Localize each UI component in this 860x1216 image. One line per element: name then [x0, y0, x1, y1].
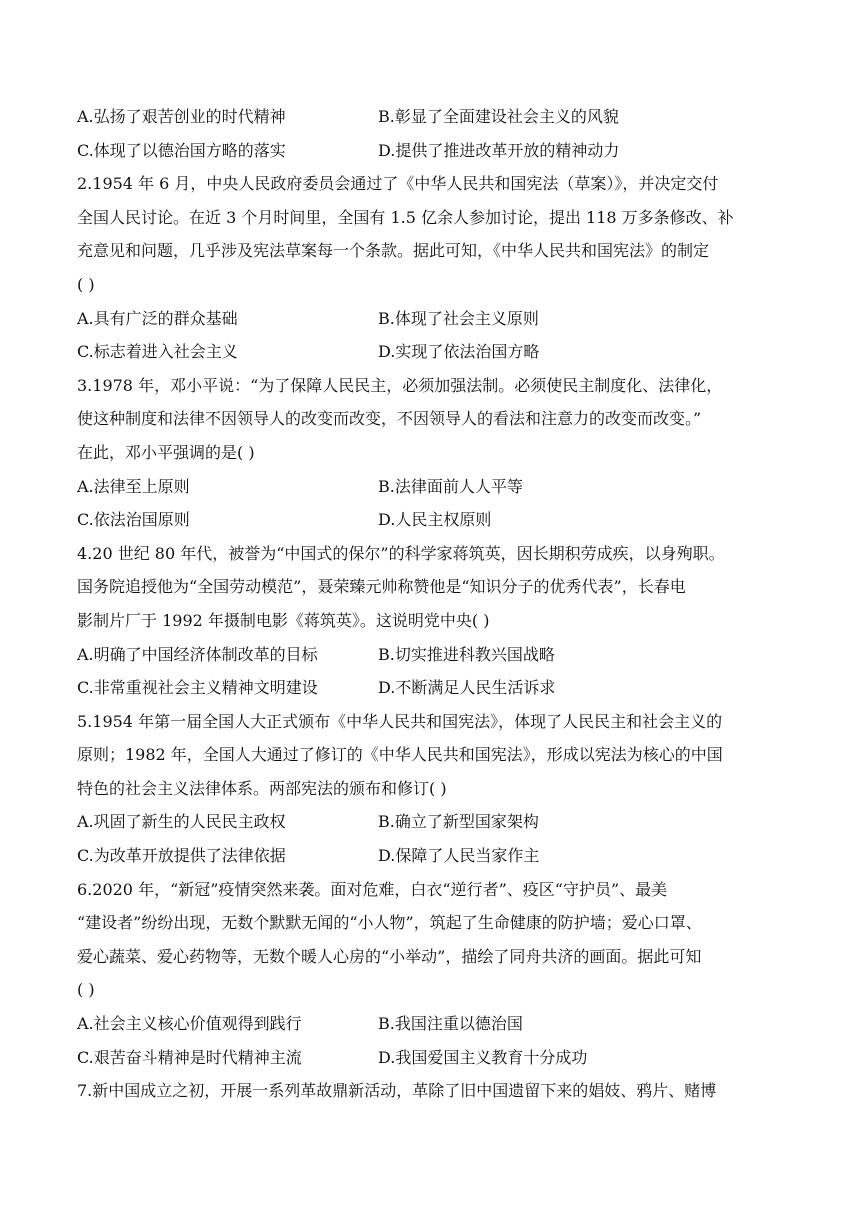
question-3-line: 使这种制度和法律不因领导人的改变而改变，不因领导人的看法和注意力的改变而改变。” — [77, 409, 702, 429]
question-5-line: 5.1954 年第一届全国人大正式颁布《中华人民共和国宪法》，体现了人民民主和社会主义的 — [77, 711, 723, 731]
q1-option-a: A.弘扬了艰苦创业的时代精神 — [77, 107, 286, 126]
question-4-line: 4.20 世纪 80 年代，被誉为“中国式的保尔”的科学家蒋筑英，因长期积劳成疾，以身殉职。 — [77, 543, 725, 563]
question-3-line: 在此，邓小平强调的是( ) — [77, 442, 255, 462]
question-4-line: 影制片厂于 1992 年摄制电影《蒋筑英》。这说明党中央( ) — [77, 610, 490, 630]
question-7-line: 7.新中国成立之初，开展一系列革故鼎新活动，革除了旧中国遗留下来的娼妓、鸦片、赌博 — [77, 1081, 717, 1101]
question-5-line: 特色的社会主义法律体系。两部宪法的颁布和修订( ) — [77, 778, 447, 798]
q2-option-b: B.体现了社会主义原则 — [378, 308, 539, 328]
question-4 — [77, 537, 787, 705]
question-5-line: 原则；1982 年，全国人大通过了修订的《中华人民共和国宪法》，形成以宪法为核心的中国 — [77, 745, 723, 765]
q2-option-d: D.实现了依法治国方略 — [378, 342, 540, 362]
q3-options-row-cd — [77, 503, 787, 537]
question-6-line: 爱心蔬菜、爱心药物等，无数个暖人心房的“小举动”，描绘了同舟共济的画面。据此可知 — [77, 946, 702, 966]
question-6 — [77, 873, 787, 1075]
q3-option-a: A.法律至上原则 — [77, 476, 190, 496]
q5-option-a: A.巩固了新生的人民民主政权 — [77, 812, 286, 832]
q4-options-row-cd — [77, 671, 787, 705]
q4-option-a: A.明确了中国经济体制改革的目标 — [77, 644, 318, 664]
q6-option-d: D.我国爱国主义教育十分成功 — [378, 1047, 588, 1067]
q5-option-b: B.确立了新型国家架构 — [378, 812, 539, 832]
q1-option-c: C.体现了以德治国方略的落实 — [77, 140, 286, 160]
q3-option-d: D.人民主权原则 — [378, 510, 492, 530]
q2-options-row-cd — [77, 335, 787, 369]
q6-options-row-ab — [77, 1007, 787, 1041]
question-3 — [77, 369, 787, 537]
q3-option-b: B.法律面前人人平等 — [378, 476, 523, 496]
q1-option-d: D.提供了推进改革开放的精神动力 — [378, 140, 620, 160]
q1-options-row-ab — [77, 100, 787, 134]
q5-option-c: C.为改革开放提供了法律依据 — [77, 846, 286, 866]
q5-options-row-ab — [77, 805, 787, 839]
q5-options-row-cd — [77, 839, 787, 873]
exam-page — [77, 100, 787, 1108]
question-2-line: 全国人民讨论。在近 3 个月时间里，全国有 1.5 亿余人参加讨论，提出 118 万多条修改、补 — [77, 207, 734, 227]
q3-option-c: C.依法治国原则 — [77, 510, 190, 530]
question-2-line: 充意见和问题，几乎涉及宪法草案每一个条款。据此可知，《中华人民共和国宪法》的制定 — [77, 241, 710, 261]
q1-option-b: B.彰显了全面建设社会主义的风貌 — [378, 107, 619, 126]
question-5 — [77, 705, 787, 873]
q2-options-row-ab — [77, 302, 787, 336]
q4-option-b: B.切实推进科教兴国战略 — [378, 644, 555, 664]
q4-options-row-ab — [77, 638, 787, 672]
q4-option-d: D.不断满足人民生活诉求 — [378, 678, 556, 698]
question-6-line: 6.2020 年，“新冠”疫情突然来袭。面对危难，白衣“逆行者”、疫区“守护员”、最美 — [77, 879, 668, 899]
question-7 — [77, 1074, 787, 1108]
q6-option-c: C.艰苦奋斗精神是时代精神主流 — [77, 1047, 302, 1067]
q2-option-c: C.标志着进入社会主义 — [77, 342, 238, 362]
q6-options-row-cd — [77, 1041, 787, 1075]
question-2 — [77, 167, 787, 369]
q6-option-a: A.社会主义核心价值观得到践行 — [77, 1014, 302, 1034]
question-3-line: 3.1978 年，邓小平说：“为了保障人民民主，必须加强法制。必须使民主制度化、法律化， — [77, 375, 723, 395]
question-6-line: “建设者”纷纷出现，无数个默默无闻的“小人物”，筑起了生命健康的防护墙；爱心口罩、 — [77, 913, 702, 933]
q5-option-d: D.保障了人民当家作主 — [378, 846, 540, 866]
question-2-answer-blank: ( ) — [77, 274, 95, 294]
q4-option-c: C.非常重视社会主义精神文明建设 — [77, 678, 318, 698]
q3-options-row-ab — [77, 470, 787, 504]
question-4-line: 国务院追授他为“全国劳动模范”，聂荣臻元帅称赞他是“知识分子的优秀代表”，长春电 — [77, 577, 686, 597]
question-6-answer-blank: ( ) — [77, 980, 95, 1000]
q6-option-b: B.我国注重以德治国 — [378, 1014, 523, 1034]
question-2-line: 2.1954 年 6 月，中央人民政府委员会通过了《中华人民共和国宪法（草案）》，并决定交付 — [77, 174, 719, 194]
q2-option-a: A.具有广泛的群众基础 — [77, 308, 238, 328]
q1-options-row-cd — [77, 134, 787, 168]
